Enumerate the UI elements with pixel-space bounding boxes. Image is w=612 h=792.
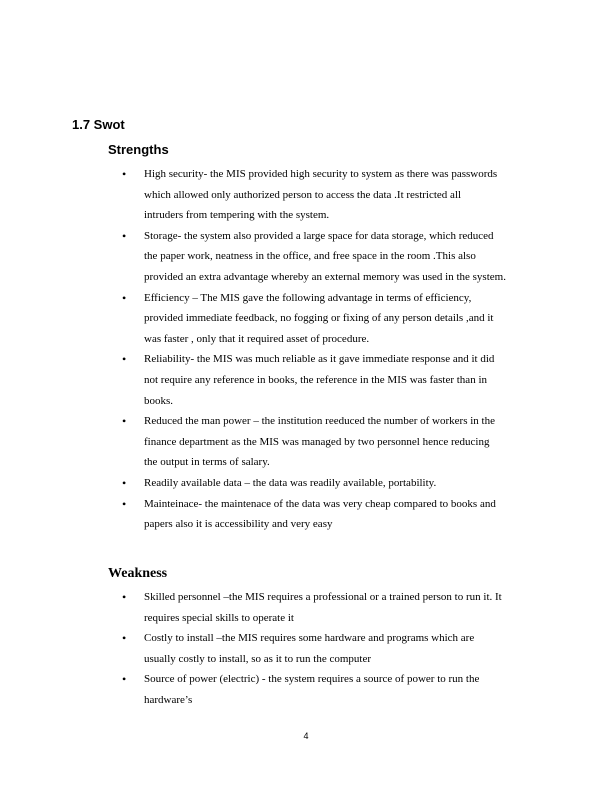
- strength-item-maintenance: [108, 494, 548, 535]
- bullet-line: • High security- the MIS provided high security to system as there was passwords: [144, 168, 498, 180]
- bullet-line: • Skilled personnel –the MIS requires a professional or a trained person to run it. It: [144, 591, 502, 603]
- bullet-line: was faster , only that it required asset of procedure.: [144, 332, 370, 345]
- strength-item-efficiency: [108, 288, 548, 350]
- bullet-line: • Reduced the man power – the institution reeduced the number of workers in the: [144, 415, 495, 428]
- bullet-line: provided an extra advantage whereby an external memory was used in the system.: [144, 270, 506, 283]
- strengths-list: [108, 164, 548, 535]
- bullet-line: the output in terms of salary.: [144, 456, 270, 469]
- strength-item-readily-available: [108, 473, 548, 494]
- bullet-line: provided immediate feedback, no fogging or fixing of any person details ,and it: [144, 312, 494, 325]
- strength-item-man-power: [108, 411, 548, 473]
- strength-item-reliability: [108, 349, 548, 411]
- bullet-line: • Readily available data – the data was readily available, portability.: [144, 476, 437, 489]
- weakness-item-power-source: [108, 669, 548, 710]
- bullet-line: finance department as the MIS was managed by two personnel hence reducing: [144, 435, 490, 448]
- section-heading: 1.7 Swot: [72, 117, 125, 132]
- bullet-line: papers also it is accessibility and very easy: [144, 518, 333, 531]
- strength-item-storage: [108, 226, 548, 288]
- bullet-line: • Costly to install –the MIS requires some hardware and programs which are: [144, 632, 475, 645]
- bullet-line: books.: [144, 394, 174, 407]
- bullet-line: hardware’s: [144, 693, 193, 706]
- strengths-heading: Strengths: [108, 142, 169, 157]
- bullet-line: • Reliability- the MIS was much reliable as it gave immediate response and it did: [144, 353, 495, 366]
- bullet-line: • Source of power (electric) - the system requires a source of power to run the: [144, 673, 480, 686]
- bullet-line: not require any reference in books, the reference in the MIS was faster than in: [144, 373, 487, 386]
- bullet-line: the paper work, neatness in the office, and free space in the room .This also: [144, 250, 476, 263]
- weakness-item-costly-install: [108, 628, 548, 669]
- bullet-line: intruders from tempering with the system.: [144, 209, 330, 222]
- page-number: 4: [303, 731, 309, 741]
- weakness-heading: Weakness: [108, 566, 168, 581]
- bullet-line: • Efficiency – The MIS gave the following advantage in terms of efficiency,: [144, 291, 472, 304]
- bullet-line: requires special skills to operate it: [144, 611, 294, 624]
- bullet-line: which allowed only authorized person to access the data .It restricted all: [144, 188, 462, 201]
- bullet-line: • Mainteinace- the maintenace of the data was very cheap compared to books and: [144, 497, 496, 510]
- strength-item-high-security: [108, 164, 548, 226]
- weakness-item-skilled-personnel: [108, 587, 548, 628]
- weakness-list: [108, 587, 548, 711]
- bullet-line: usually costly to install, so as it to run the computer: [144, 652, 371, 665]
- bullet-line: • Storage- the system also provided a large space for data storage, which reduced: [144, 229, 494, 242]
